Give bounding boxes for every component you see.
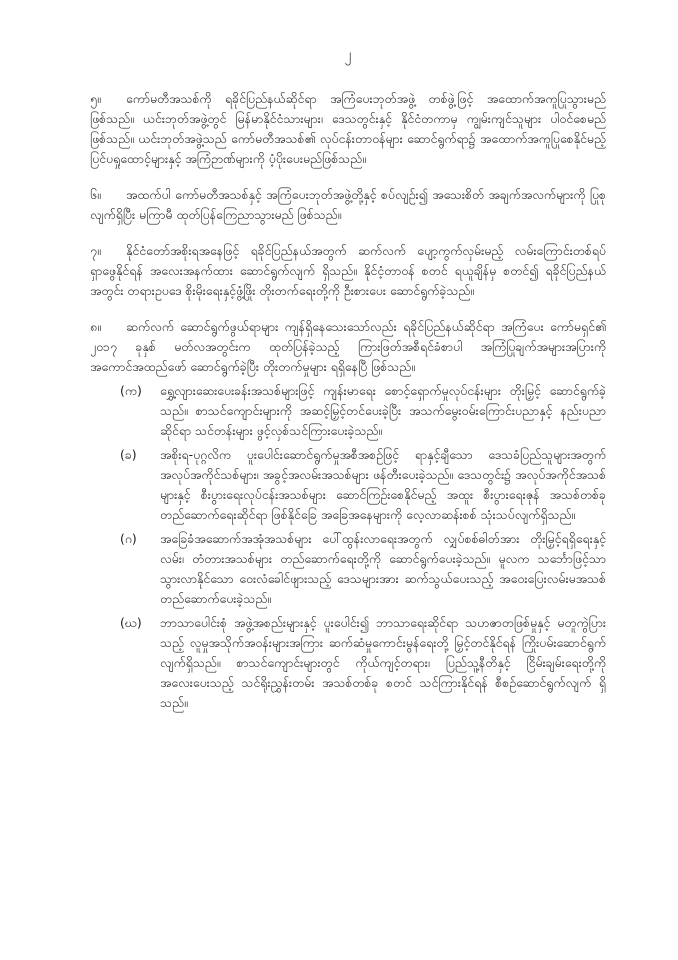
list-marker: (က) <box>120 383 142 398</box>
list-item-ka <box>90 381 606 441</box>
list-marker: (ခ) <box>120 447 137 462</box>
paragraph-text: ကော်မတီအသစ်ကို ရခိုင်ပြည်နယ်ဆိုင်ရာ အကြံပေးဘုတ်အဖွဲ့ တစ်ဖွဲ့ဖြင့် အထောက်အကူပြုသွားမည်ဖြစ်သည်။ ယင်းဘုတ်အဖွဲ့တွင် မြန်မာနိုင်ငံသားများ၊ ဒေသတွင်းနှင့် နိုင်ငံတကာမှ ကျွမ်းကျင်သူများ ပါဝင်စေမည်ဖြစ်သည်။ ယင်းဘုတ်အဖွဲ့သည် ကော်မတီအသစ်၏ လုပ်ငန်းတာဝန်များ ဆောင်ရွက်ရာ၌ အထောက်အကူပြုစေနိုင်မည့် ပြင်ပရှုထောင့်များနှင့် အကြံဉာဏ်များကို ပံ့ပိုးပေးမည်ဖြစ်သည်။ <box>90 91 606 166</box>
paragraph-5 <box>90 89 606 169</box>
page-number: ၂ <box>344 47 352 63</box>
list-marker: (ဃ) <box>120 615 142 630</box>
paragraph-number: ၆။ <box>90 187 101 202</box>
list-marker: (ဂ) <box>120 531 137 546</box>
sub-item-list <box>90 381 606 713</box>
list-item-text: အစိုးရ-ပုဂ္ဂလိက ပူးပေါင်းဆောင်ရွက်မှုအစီအစဉ်ဖြင့် ရာနှင့်ချီသော ဒေသခံပြည်သူများအတွက် အလုပ်အကိုင်သစ်များ၊ အခွင့်အလမ်းအသစ်များ ဖန်တီးပေးခဲ့သည်။ ဒေသတွင်း၌ အလုပ်အကိုင်အသစ်များနှင့် စီးပွားရေးလုပ်ငန်းအသစ်များ ဆောင်ကြဉ်းစေနိုင်မည့် အထူး စီးပွားရေးဇုန် အသစ်တစ်ခု တည်ဆောက်ရေးဆိုင်ရာ ဖြစ်နိုင်ခြေ အခြေအနေများကို လေ့လာဆန်းစစ် သုံးသပ်လျက်ရှိသည်။ <box>160 447 606 522</box>
paragraph-text: အထက်ပါ ကော်မတီအသစ်နှင့် အကြံပေးဘုတ်အဖွဲ့တို့နှင့် စပ်လျဉ်း၍ အသေးစိတ် အချက်အလက်များကို ပြုစုလျက်ရှိပြီး မကြာမီ ထုတ်ပြန်ကြေညာသွားမည် ဖြစ်သည်။ <box>90 187 606 222</box>
paragraph-text: နိုင်ငံတော်အစိုးရအနေဖြင့် ရခိုင်ပြည်နယ်အတွက် ဆက်လက် ပျော့ကွက်လှမ်းမည့် လမ်းကြောင်းတစ်ရပ် ရှာဖွေနိုင်ရန် အလေးအနက်ထား ဆောင်ရွက်လျက် ရှိသည်။ နိုင်ငံ့တာဝန် စတင် ရယူချိန်မှ စတင်၍ ရခိုင်ပြည်နယ်အတွင်း တရားဥပဒေ စိုးမိုးရေးနှင့်ဖွံ့ဖြိုး တိုးတက်ရေးတို့ကို ဦးစားပေး ဆောင်ရွက်ခဲ့သည်။ <box>90 243 606 298</box>
paragraph-text: ဆက်လက် ဆောင်ရွက်ဖွယ်ရာများ ကျန်ရှိနေသေးသော်လည်း ရခိုင်ပြည်နယ်ဆိုင်ရာ အကြံပေး ကော်မရှင်၏ ၂၀၁၇ ခုနှစ် မတ်လအတွင်းက ထုတ်ပြန်ခဲ့သည့် ကြားဖြတ်အစီရင်ခံစာပါ အကြံပြုချက်အများအပြားကို အကောင်အထည်ဖော် ဆောင်ရွက်ခဲ့ပြီး တိုးတက်မှုများ ရရှိနေပြီ ဖြစ်သည်။ <box>90 319 606 374</box>
list-item-ga <box>90 529 606 609</box>
list-item-text: အခြေခံအဆောက်အအုံအသစ်များ ပေါ်ထွန်းလာရေးအတွက် လျှပ်စစ်ဓါတ်အား တိုးမြှင့်ရရှိရေးနှင့် လမ်း၊ တံတားအသစ်များ တည်ဆောက်ရေးတို့ကို ဆောင်ရွက်ပေးခဲ့သည်။ မူလက သင်္ဘောဖြင့်သာ သွားလာနိုင်သော ဝေးလံခေါင်ဖျားသည့် ဒေသများအား ဆက်သွယ်ပေးသည့် အဝေးပြေးလမ်းမအသစ် တည်ဆောက်ပေးခဲ့သည်။ <box>160 531 606 606</box>
paragraph-6 <box>90 185 606 225</box>
list-item-text: ဘာသာပေါင်းစုံ အဖွဲ့အစည်းများနှင့် ပူးပေါင်း၍ ဘာသာရေးဆိုင်ရာ သဟဇာတဖြစ်မှုနှင့် မတူကွဲပြားသည့် လူမှုအသိုက်အဝန်းများအကြား ဆက်ဆံမှုကောင်းမွန်ရေးတို့ မြှင့်တင်နိုင်ရန် ကြိုးပမ်းဆောင်ရွက်လျက်ရှိသည်။ စာသင်ကျောင်းများတွင် ကိုယ်ကျင့်တရား၊ ပြည်သူ့နီတိနှင့် ငြိမ်းချမ်းရေးတို့ကို အလေးပေးသည့် သင်ရိုးညွှန်းတမ်း အသစ်တစ်ခု စတင် သင်ကြားနိုင်ရန် စီစဉ်ဆောင်ရွက်လျက် ရှိသည်။ <box>160 615 606 710</box>
paragraph-7 <box>90 241 606 301</box>
paragraph-8 <box>90 317 606 377</box>
paragraph-number: ၈။ <box>90 319 101 334</box>
list-item-text: ရွှေ့လျားဆေးပေးခန်းအသစ်များဖြင့် ကျန်းမာရေး စောင့်ရှောက်မှုလုပ်ငန်းများ တိုးမြှင့် ဆောင်ရွက်ခဲ့သည်။ စာသင်ကျောင်းများကို အဆင့်မြှင့်တင်ပေးခဲ့ပြီး အသက်မွေးဝမ်းကြောင်းပညာနှင့် နည်းပညာဆိုင်ရာ သင်တန်းများ ဖွင့်လှစ်သင်ကြားပေးခဲ့သည်။ <box>160 383 606 438</box>
paragraph-number: ၇။ <box>90 243 101 258</box>
paragraph-number: ၅။ <box>90 91 101 106</box>
list-item-kha <box>90 445 606 525</box>
list-item-gha <box>90 613 606 713</box>
